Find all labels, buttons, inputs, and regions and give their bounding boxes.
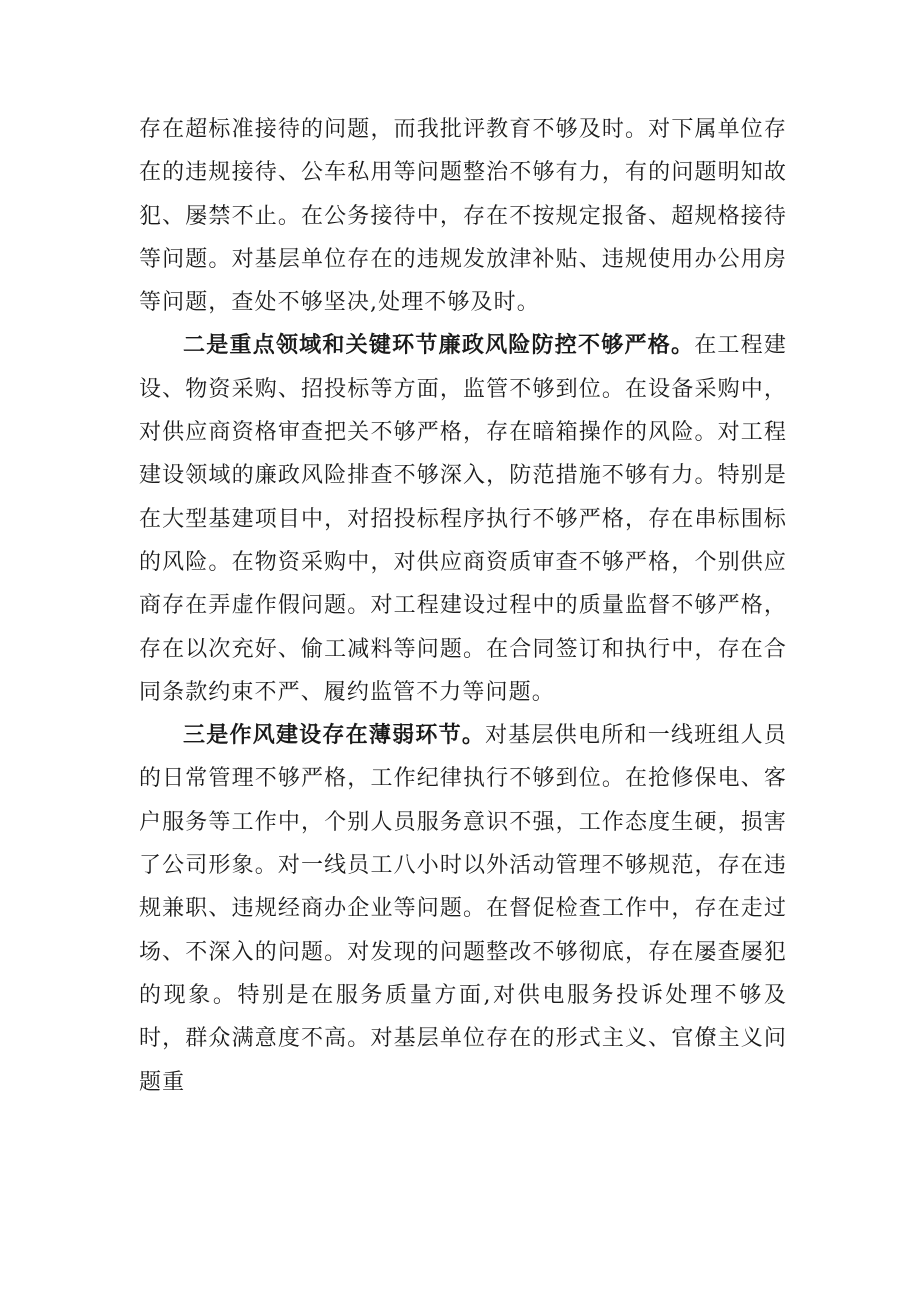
paragraph-2-heading: 二是重点领域和关键环节廉政风险防控不够严格。: [183, 333, 695, 359]
paragraph-1: [139, 108, 787, 324]
paragraph-2: [139, 324, 787, 714]
paragraph-2-text: 在工程建设、物资采购、招投标等方面，监管不够到位。在设备采购中，对供应商资格审查把关不够严格，存在暗箱操作的风险。对工程建设领域的廉政风险排查不够深入，防范措施不够有力。特别是在大型基建项目中，对招投标程序执行不够严格，存在串标围标的风险。在物资采购中，对供应商资质审查不够严格，个别供应商存在弄虚作假问题。对工程建设过程中的质量监督不够严格，存在以次充好、偷工减料等问题。在合同签订和执行中，存在合同条款约束不严、履约监管不力等问题。: [139, 333, 787, 705]
document-body: [139, 108, 787, 1104]
paragraph-1-text: 存在超标准接待的问题，而我批评教育不够及时。对下属单位存在的违规接待、公车私用等问题整治不够有力，有的问题明知故犯、屡禁不止。在公务接待中，存在不按规定报备、超规格接待等问题。对基层单位存在的违规发放津补贴、违规使用办公用房等问题，查处不够坚决,处理不够及时。: [139, 117, 787, 316]
paragraph-3-heading: 三是作风建设存在薄弱环节。: [183, 723, 486, 749]
paragraph-3-text: 对基层供电所和一线班组人员的日常管理不够严格，工作纪律执行不够到位。在抢修保电、客户服务等工作中，个别人员服务意识不强，工作态度生硬，损害了公司形象。对一线员工八小时以外活动管理不够规范，存在违规兼职、违规经商办企业等问题。在督促检查工作中，存在走过场、不深入的问题。对发现的问题整改不够彻底，存在屡查屡犯的现象。特别是在服务质量方面,对供电服务投诉处理不够及时，群众满意度不高。对基层单位存在的形式主义、官僚主义问题重: [139, 723, 787, 1095]
paragraph-3: [139, 714, 787, 1104]
